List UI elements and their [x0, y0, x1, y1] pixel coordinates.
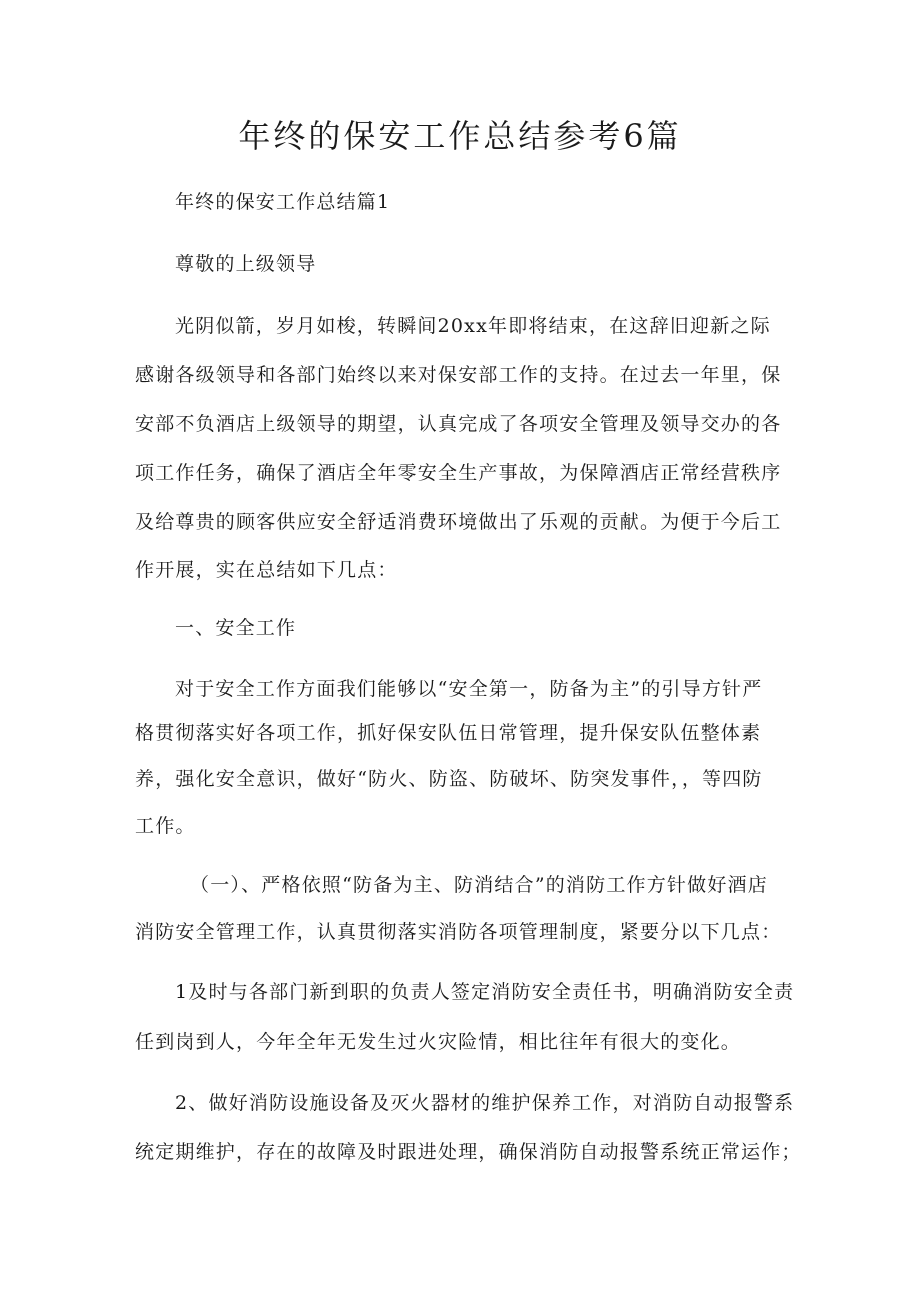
- paragraph-line: （一）、严格依照“防备为主、防消结合”的消防工作方针做好酒店: [190, 874, 768, 896]
- paragraph-line: 对于安全工作方面我们能够以“安全第一，防备为主”的引导方针严: [175, 678, 763, 700]
- paragraph-line: 养，强化安全意识，做好“防火、防盗、防破坏、防突发事件，，等四防: [135, 768, 763, 790]
- paragraph-line: 任到岗到人，今年全年无发生过火灾险情，相比往年有很大的变化。: [135, 1031, 742, 1053]
- paragraph-line: 消防安全管理工作，认真贯彻落实消防各项管理制度，紧要分以下几点：: [135, 921, 782, 943]
- section-heading: 一、安全工作: [175, 617, 297, 639]
- paragraph-line: 统定期维护，存在的故障及时跟进处理，确保消防自动报警系统正常运作；: [135, 1141, 802, 1163]
- paragraph-line: 及给尊贵的顾客供应安全舒适消费环境做出了乐观的贡献。为便于今后工: [135, 511, 782, 533]
- paragraph-line: 格贯彻落实好各项工作，抓好保安队伍日常管理，提升保安队伍整体素: [135, 722, 762, 744]
- paragraph-line: 工作。: [135, 815, 196, 837]
- paragraph-line: 感谢各级领导和各部门始终以来对保安部工作的支持。在过去一年里，保: [135, 364, 782, 386]
- paragraph-line: 光阴似箭，岁月如梭，转瞬间20xx年即将结束，在这辞旧迎新之际: [175, 315, 771, 337]
- section-heading: 年终的保安工作总结篇1: [175, 191, 391, 213]
- paragraph-line: 1及时与各部门新到职的负责人签定消防安全责任书，明确消防安全责: [175, 981, 795, 1003]
- salutation: 尊敬的上级领导: [175, 253, 317, 275]
- paragraph-line: 作开展，实在总结如下几点：: [135, 559, 398, 581]
- paragraph-line: 项工作任务，确保了酒店全年零安全生产事故，为保障酒店正常经营秩序: [135, 462, 782, 484]
- paragraph-line: 安部不负酒店上级领导的期望，认真完成了各项安全管理及领导交办的各: [135, 413, 782, 435]
- paragraph-line: 2、做好消防设施设备及灭火器材的维护保养工作，对消防自动报警系: [175, 1092, 795, 1114]
- document-title: 年终的保安工作总结参考6篇: [238, 117, 682, 155]
